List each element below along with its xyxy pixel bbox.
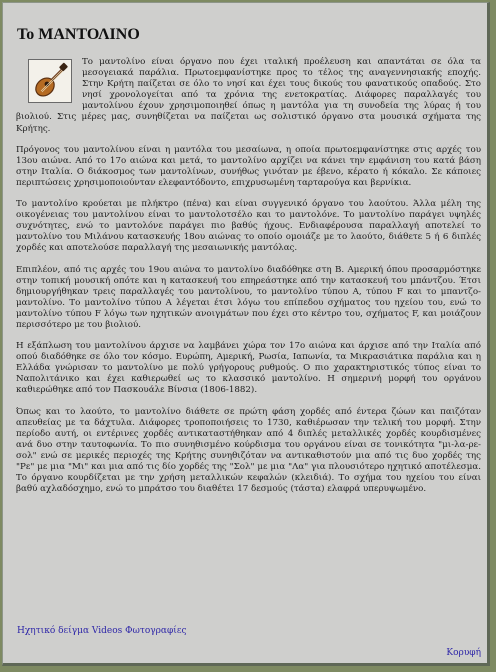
paragraph-spread: Η εξάπλωση του μαντολίνου άρχισε να λαμβάνει χώρα τον 17ο αιώνα και άρχισε από την Ιταλία από οπού διαδόθηκε σε όλο τον κόσμο. Ευρώπη, Αμερική, Ρωσία, Ιαπωνία, τα Μικρασιάτικα παράλια και η Ελλάδα γνώρισαν το μαντολίνο με πολύ γρήγορους ρυθμούς. Ο πιο χαρακτηριστικός τύπος είναι το Ναπολιτάνικο και έχει καθιερωθεί ως το κλασσικό μαντολίνο. Η σημερινή μορφή του οργάνου καθιερώθηκε από τον Πασκουάλε Βίνσια (1806-1882).: [16, 341, 481, 396]
paragraph-playing: Το μαντολίνο κρούεται με πλήκτρο (πένα) και είναι συγγενικό όργανο του λαούτου. Άλλα μέλη της οικογένειας του μαντολίνου είναι το μαντολοτσέλο και το μαντολόνε. Το μαντολίνο παράγει υψηλές συχνότητες, ενώ το μαντολόνε παράγει πιο βαθύς ήχους. Ενδιαφέρουσα παραλλαγή αποτελεί το μαντολίνο του Μιλάνου κατασκευής 18ου αιώνας το οποίο ομοιάζε με το λαούτο, διάθετε 5 ή 6 διπλές χορδές και αποτελούσε παραλλαγή της μεσαιωνικής μαντόλας.: [16, 199, 481, 254]
media-links: [17, 625, 187, 637]
sound-sample-link[interactable]: Ηχητικό δείγμα: [17, 626, 90, 636]
article-body: [16, 57, 481, 505]
paragraph-intro: Το μαντολίνο είναι όργανο που έχει ιταλική προέλευση και απαντάται σε όλα τα μεσογειακά παράλια. Πρωτοεμφανίστηκε προς το τέλος της αναγεννησιακής εποχής. Στην Κρήτη παίζεται σε όλο το νησί και έχει τους δικούς του φανατικούς οπαδούς. Στο νησί χρονολογείται από τα χρόνια της ενετοκρατίας. Διάφορες παραλλαγές του μαντολίνου έχουν χρησιμοποιηθεί όπως η μαντόλα για τη συνοδεία της λύρας ή του βιολιού. Στις μέρες μας, συνηθίζεται να παίζεται ως σολιστικό όργανο στα μουσικά σχήματα της Κρήτης.: [16, 57, 481, 134]
mandolin-icon: [29, 60, 71, 102]
mandolin-thumbnail[interactable]: [28, 59, 72, 103]
back-to-top-link[interactable]: Κορυφή: [446, 648, 481, 658]
paragraph-construction: Όπως και το λαούτο, το μαντολίνο διάθετε σε πρώτη φάση χορδές από έντερα ζώων και παιζόταν απευθείας με τα δάχτυλα. Διάφορες τροποποιήσεις το 1730, καθιέρωσαν την τελική του μορφή. Στην περίοδο αυτή, οι εντέρινες χορδές αντικαταστήθηκαν από 4 διπλές μεταλλικές χορδές κουρδισμένες ανά δυο στην ταυτοφωνία. Το πιο συνηθισμένο κούρδισμα του οργάνου είναι σε τονικότητα "μι-λα-ρε-σολ" ενώ σε μερικές περιοχές της Κρήτης συνηθιζόταν να αντικαθιστούν μια από τις δυο χορδές της "Ρε" με μια "Μι" και μια από τις δίο χορδές της "Σολ" με μια "Λα" για πλουσιότερο ηχητικό αποτέλεσμα. Το όργανο κουρδίζεται με την χρήση μεταλλικών κεφαλών (κλειδιά). Το σχήμα του ηχείου του είναι βαθύ αχλαδόσχημο, ενώ το μπράτσο του διαθέτει 17 δεσμούς (τάστα) ελαφρά υπερυψωμένο.: [16, 406, 481, 495]
videos-link[interactable]: Videos: [91, 626, 123, 636]
paragraph-history: Πρόγονος του μαντολίνου είναι η μαντόλα του μεσαίωνα, η οποία πρωτοεμφανίστηκε στις αρχές του 13ου αιώνα. Από το 17ο αιώνα και μετά, το μαντολίνο αρχίζει να κάνει την εμφάνιση του κατά βάση στην Ιταλία. Ο διάκοσμος των μαντολίνων, συνήθως γινόταν με έβενο, κέρατο ή κόκαλο. Σε κάποιες περιπτώσεις χρησιμοποιούνταν ελεφαντόδοντο, επιχρυσωμένη ταρταρούγα και βερνίκια.: [16, 144, 481, 188]
photos-link[interactable]: Φωτογραφίες: [125, 626, 187, 636]
content-panel: [2, 2, 490, 666]
paragraph-america: Επιπλέον, από τις αρχές του 19ου αιώνα το μαντολίνο διαδόθηκε στη Β. Αμερική όπου προσαρμόστηκε στην τοπική μουσική οπότε και η κατασκευή του επηρεάστηκε από την κατασκευή του μπάντζου. Έτσι δημιουργήθηκαν τρεις παραλλαγές του μαντολίνου, το μαντολίνο τύπου Α, τύπου F και το μπαντζο-μαντολίνο. Το μαντολίνο τύπου Α λέγεται έτσι λόγω του επίπεδου σχήματος του ηχείου του, ενώ το μαντολίνο τύπου F λόγω των ηχητικών ανοιγμάτων που έχει στο κέντρο του, σχήματος F, και μοιάζουν περισσότερο με του βιολιού.: [16, 264, 481, 330]
page-title: Το ΜΑΝΤΟΛΙΝΟ: [17, 26, 140, 43]
